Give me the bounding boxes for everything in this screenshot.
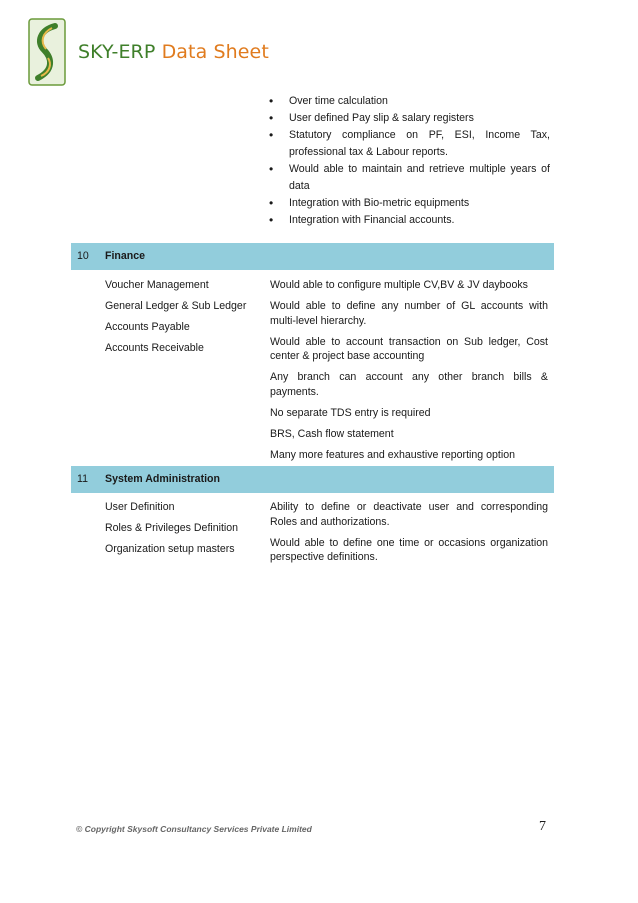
feature-item: No separate TDS entry is required: [270, 406, 431, 419]
section-number: 11: [77, 473, 88, 485]
feature-item: Would able to configure multiple CV,BV & JV daybooks: [270, 279, 528, 291]
module-item: Accounts Payable: [105, 321, 190, 333]
sysadmin-modules: [105, 500, 255, 563]
title-label: Data Sheet: [161, 41, 269, 63]
bullet-icon: •: [269, 162, 274, 176]
footer-copyright: © Copyright Skysoft Consultancy Services Private Limited: [76, 824, 312, 834]
feature-item: Would able to account transaction on Sub ledger, Cost center & project base accounting: [270, 335, 548, 362]
document-title: [78, 41, 269, 63]
finance-features: [270, 278, 548, 469]
section-header-system-administration: [71, 466, 554, 493]
module-item: Organization setup masters: [105, 543, 235, 555]
bullet-icon: •: [269, 111, 274, 125]
module-item: Roles & Privileges Definition: [105, 522, 239, 534]
feature-item: Many more features and exhaustive reporting option: [270, 448, 515, 461]
sysadmin-features: [270, 500, 548, 571]
bullet-icon: •: [269, 128, 274, 142]
list-item: • Would able to maintain and retrieve multiple years of data: [269, 162, 550, 192]
feature-item: Ability to define or deactivate user and corresponding Roles and authorizations.: [270, 501, 548, 528]
list-item: • Integration with Bio-metric equipments: [269, 196, 470, 210]
list-item: • Over time calculation: [269, 94, 388, 108]
module-item: Voucher Management: [105, 279, 209, 291]
module-item: General Ledger & Sub Ledger: [105, 300, 247, 312]
title-product: SKY-ERP: [78, 41, 156, 63]
company-logo: [28, 18, 66, 86]
feature-item: BRS, Cash flow statement: [270, 427, 394, 440]
section-name: System Administration: [105, 473, 220, 485]
bullet-icon: •: [269, 196, 274, 210]
section-number: 10: [77, 250, 89, 262]
page-number: 7: [539, 819, 546, 834]
feature-item: Would able to define one time or occasions organization perspective definitions.: [270, 536, 548, 563]
feature-item: Any branch can account any other branch bills & payments.: [270, 371, 548, 398]
section-name: Finance: [105, 250, 146, 262]
list-item: • Integration with Financial accounts.: [269, 213, 455, 227]
feature-item: Would able to define any number of GL accounts with multi-level hierarchy.: [270, 300, 548, 327]
list-item: • Statutory compliance on PF, ESI, Income Tax, professional tax & Labour reports.: [269, 128, 550, 158]
bullet-icon: •: [269, 213, 274, 227]
bullet-icon: •: [269, 94, 274, 108]
payroll-feature-list: [268, 93, 550, 229]
finance-modules: [105, 278, 255, 362]
section-header-finance: [71, 243, 554, 270]
module-item: User Definition: [105, 501, 175, 513]
list-item: • User defined Pay slip & salary registers: [269, 111, 474, 125]
module-item: Accounts Receivable: [105, 342, 204, 354]
